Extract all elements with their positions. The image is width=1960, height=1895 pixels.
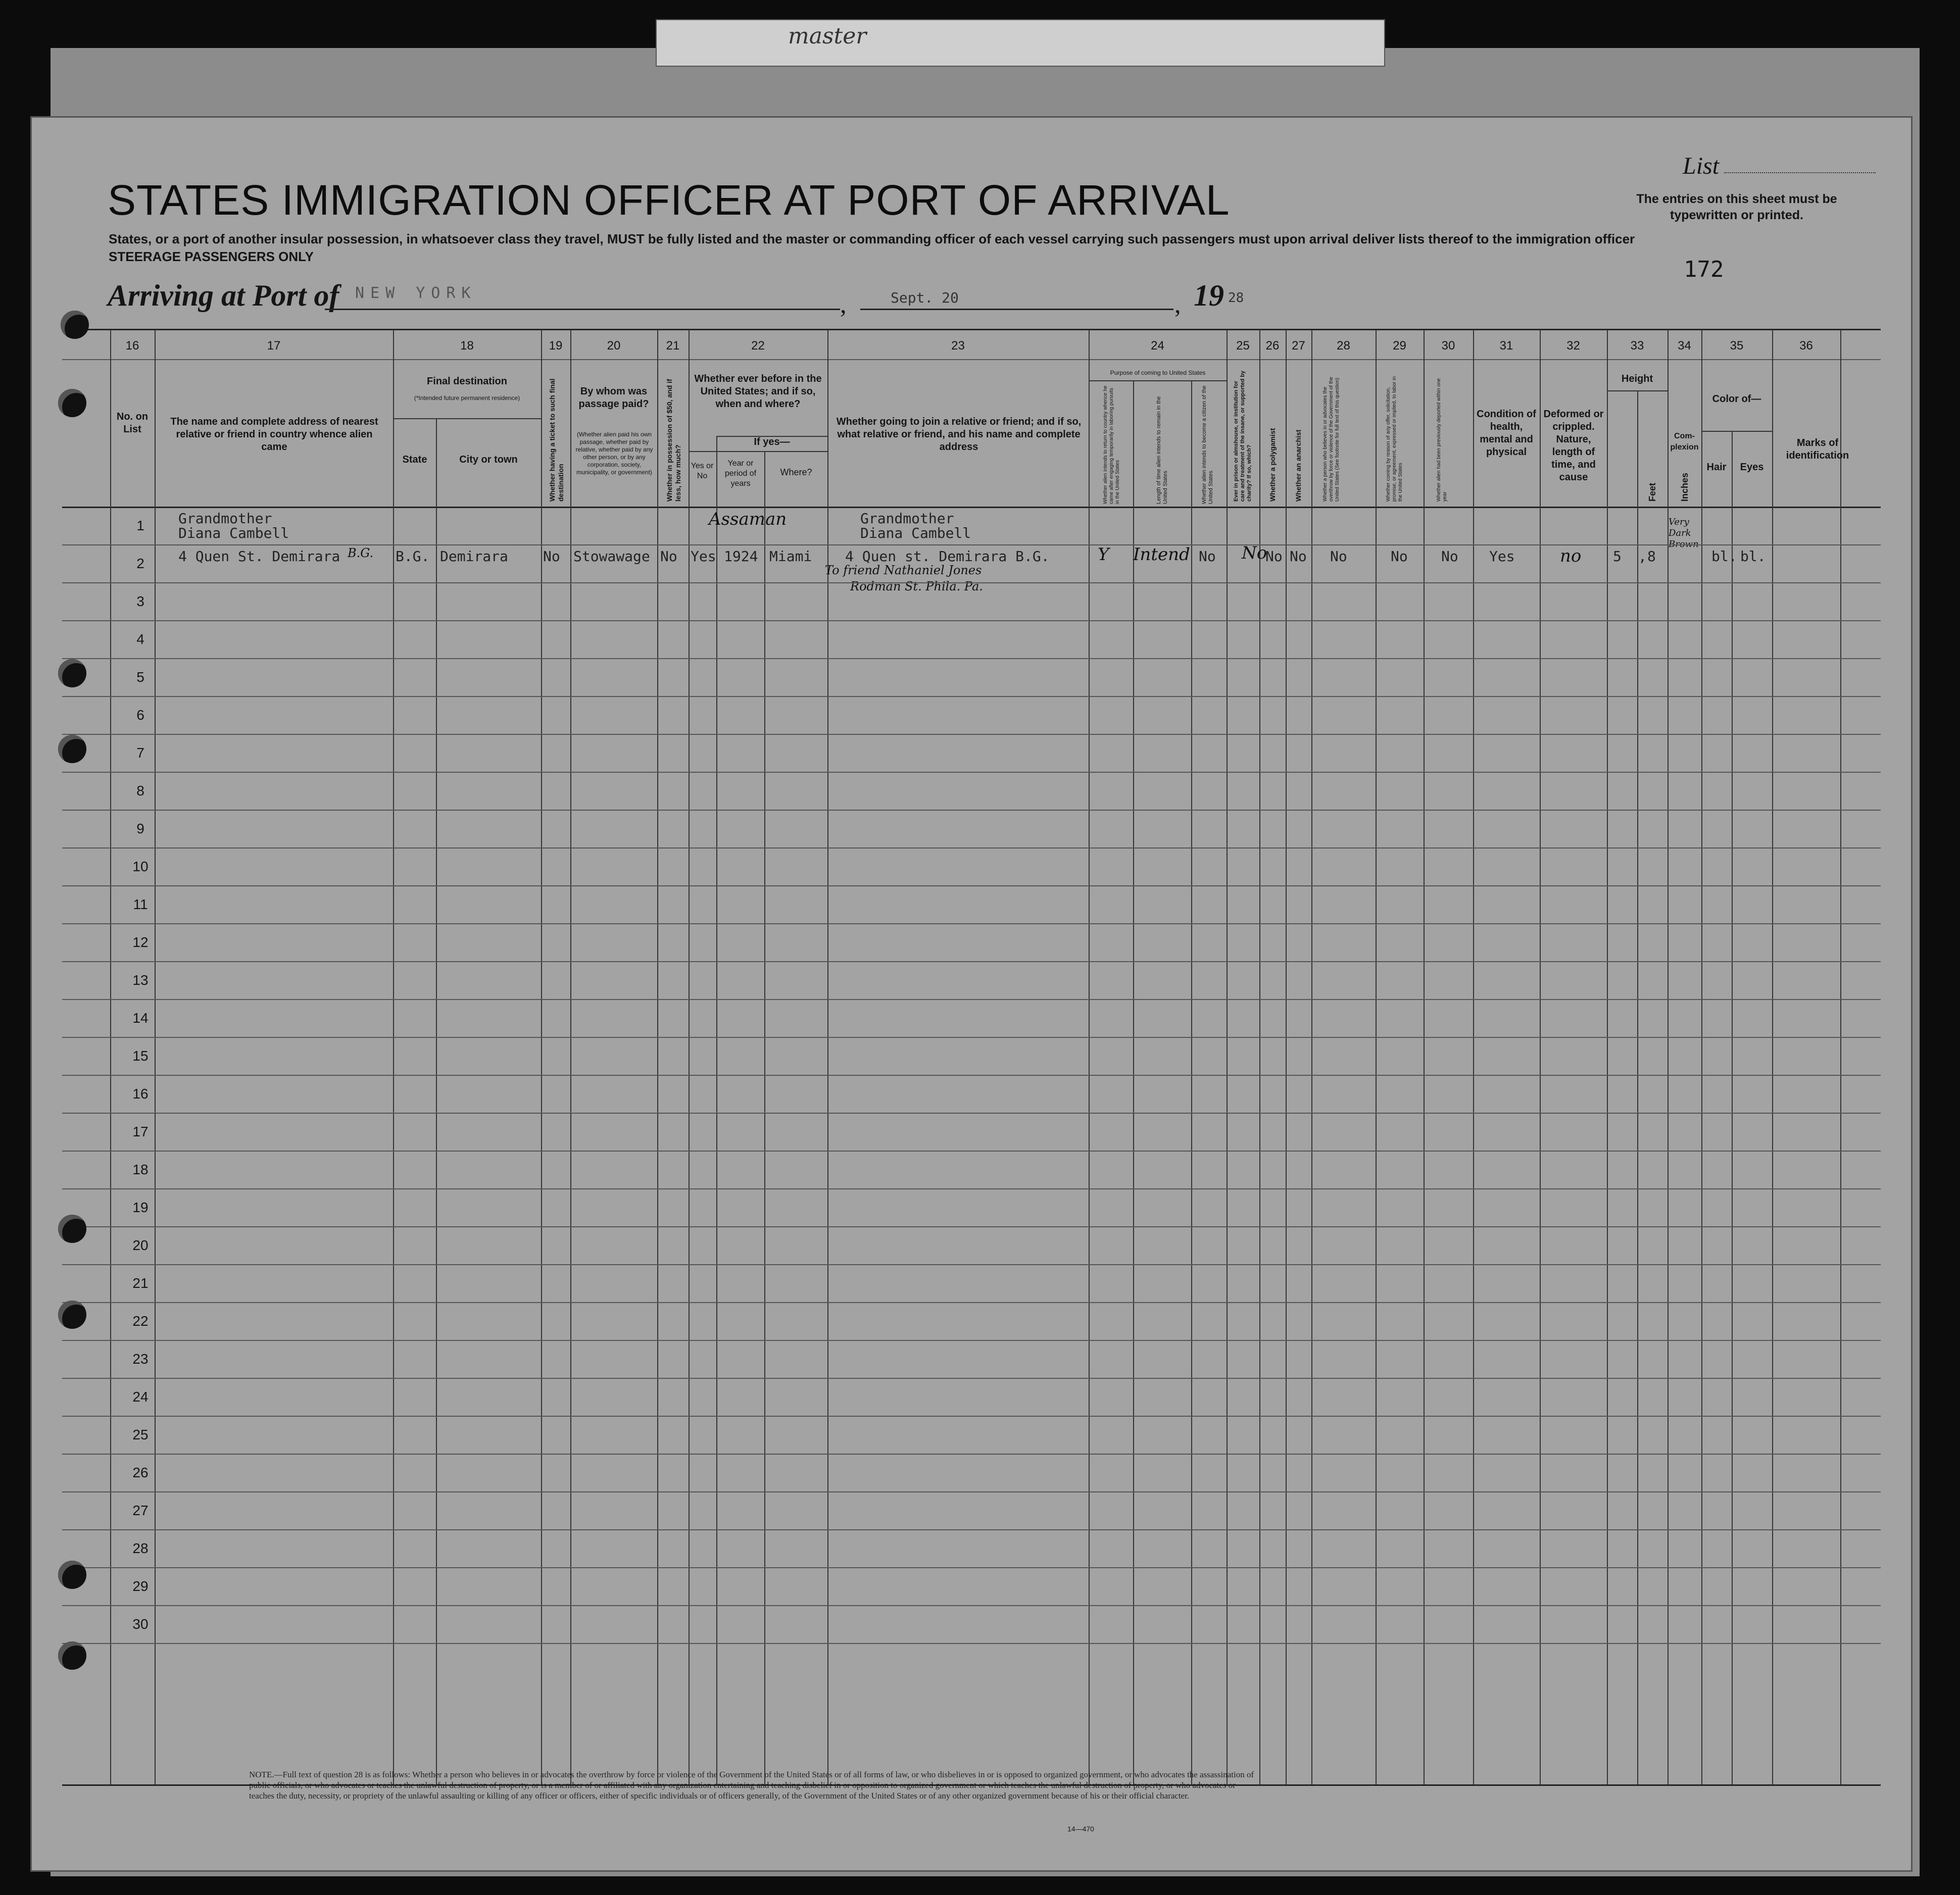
header-deformed: Deformed or crippled. Nature, length of time, and cause — [1543, 409, 1604, 483]
row-rule — [62, 1340, 1881, 1341]
punch-hole — [58, 735, 86, 763]
punch-hole — [58, 659, 86, 687]
header-relative: The name and complete address of nearest relative or friend in country whence alien came — [170, 416, 378, 453]
col-number: 31 — [1499, 339, 1513, 353]
header-q28: Whether a person who believes in or advocates the overthrow by force or violence of the Government of the United States (See footnote for full text of this question) — [1322, 377, 1340, 502]
row-number: 10 — [132, 859, 149, 874]
col-line — [1607, 330, 1608, 1784]
subtitle: States, or a port of another insular possession, in whatsoever class they travel, MUST be fully listed and the master or commanding officer of each vessel carrying such passengers must upon arrival deliver lists thereof to the immigration officer — [109, 231, 1635, 246]
col-line — [1286, 330, 1287, 1784]
row-rule — [62, 582, 1881, 583]
row-rule — [62, 1491, 1881, 1492]
year-prefix: 19 — [1194, 279, 1224, 312]
col-line — [1424, 330, 1425, 1784]
col-line — [827, 330, 828, 1784]
row-rule — [62, 1226, 1881, 1227]
entry-q30: No — [1441, 548, 1458, 565]
header-hair: Hair — [1706, 462, 1727, 473]
header-yes-no: Yes or No — [691, 462, 714, 480]
header-inches: Inches — [1680, 472, 1690, 502]
row-number: 15 — [132, 1048, 149, 1064]
comma: , — [1174, 290, 1181, 318]
col-line — [436, 418, 437, 1784]
row-rule — [62, 620, 1881, 621]
entries-note: The entries on this sheet must be typewritten or printed. — [1636, 192, 1837, 222]
row-number: 14 — [132, 1010, 149, 1026]
entry-passage-paid: Stowawage — [573, 548, 650, 565]
header-bottom-rule — [62, 507, 1881, 508]
col-number: 33 — [1630, 339, 1644, 353]
col-number: 24 — [1151, 339, 1164, 353]
row-rule — [62, 1302, 1881, 1303]
row-number: 27 — [132, 1503, 149, 1518]
header-if-yes: If yes— — [754, 436, 790, 447]
col-line — [764, 451, 765, 1784]
header-state: State — [402, 454, 427, 465]
date-value: Sept. 20 — [891, 289, 959, 306]
row-number: 26 — [132, 1465, 149, 1480]
row-rule — [62, 1188, 1881, 1189]
comma: , — [840, 290, 847, 318]
col-line — [1376, 330, 1377, 1784]
header-return: Whether alien intends to return to country whence he came after engaging temporarily in laboring pursuits in the United States — [1103, 385, 1120, 504]
row-rule — [62, 847, 1881, 849]
class-line: STEERAGE PASSENGERS ONLY — [109, 249, 314, 264]
entry-feet: 5 — [1613, 548, 1622, 565]
col-number: 25 — [1236, 339, 1250, 353]
row-number: 22 — [132, 1313, 149, 1329]
row-rule — [62, 1454, 1881, 1455]
header-q29: Whether coming by reason of any offer, solicitation, promise, or agreement, expressed or implied, to labor in the United States — [1386, 376, 1403, 502]
row-rule — [62, 1643, 1881, 1644]
header-color-of: Color of— — [1712, 393, 1761, 405]
entry-before-in-us: Yes — [691, 548, 716, 565]
entry-where: Miami — [769, 548, 812, 565]
join-type: Grandmother — [860, 510, 954, 527]
entry-comma: , — [1638, 548, 1647, 565]
row-number: 19 — [132, 1200, 149, 1215]
col-line — [1227, 330, 1228, 1784]
col-line — [1540, 330, 1541, 1784]
row-rule — [62, 1416, 1881, 1417]
port-line — [325, 309, 840, 310]
page-title: STATES IMMIGRATION OFFICER AT PORT OF ARRIVAL — [108, 176, 1230, 224]
header-q30: Whether alien had been previously deported within one year — [1436, 378, 1448, 502]
entry-eyes: bl. — [1740, 548, 1766, 565]
col-number: 34 — [1678, 339, 1691, 353]
header-feet: Feet — [1647, 482, 1657, 502]
col-line — [689, 330, 690, 1784]
row-number: 6 — [136, 707, 144, 723]
row-number: 16 — [132, 1086, 149, 1102]
header-money: Whether in possession of $50, and if less, how much? — [665, 379, 682, 502]
col-line — [110, 330, 111, 1784]
col-number: 27 — [1292, 339, 1305, 353]
row-number: 12 — [132, 934, 149, 950]
header-final-destination: Final destination — [427, 376, 507, 387]
header-top-rule — [62, 329, 1881, 330]
col-number: 22 — [751, 339, 765, 353]
row-number: 28 — [132, 1540, 149, 1556]
sub-rule — [1701, 431, 1772, 432]
col-number: 30 — [1441, 339, 1455, 353]
colnum-rule — [62, 359, 1881, 360]
entry-anarchist: No — [1290, 548, 1307, 565]
header-complexion: Com-plexion — [1670, 432, 1699, 452]
row-rule — [62, 810, 1881, 811]
header-passage: By whom was passage paid? — [578, 386, 649, 410]
row-number: 4 — [136, 631, 144, 647]
row-rule — [62, 696, 1881, 697]
col-line — [570, 330, 571, 1784]
entry-citizen: No — [1199, 548, 1216, 565]
col-number: 20 — [607, 339, 621, 353]
relative-address: 4 Quen St. Demirara — [178, 548, 340, 565]
header-join: Whether going to join a relative or friend; and if so, what relative or friend, and his name and complete address — [836, 416, 1082, 453]
col-number: 26 — [1265, 339, 1280, 353]
header-eyes: Eyes — [1740, 462, 1764, 473]
col-number: 18 — [460, 339, 474, 353]
entry-hair: bl. — [1711, 548, 1737, 565]
header-passage-note: (Whether alien paid his own passage, whether paid by relative, whether paid by any other person, or by any corporation, society, municipality, or government) — [575, 431, 653, 476]
row-rule — [62, 772, 1881, 773]
col-number: 23 — [951, 339, 965, 353]
row-rule — [62, 1151, 1881, 1152]
row-number: 8 — [136, 783, 144, 799]
row-rule — [62, 1605, 1881, 1606]
col-line — [1637, 390, 1638, 1784]
row-number: 30 — [132, 1616, 149, 1632]
col-line — [1473, 330, 1474, 1784]
row-number: 24 — [132, 1389, 149, 1405]
col-number: 21 — [666, 339, 680, 353]
col-line — [1191, 380, 1192, 1784]
header-year: Year or period of years — [724, 459, 757, 488]
entry-year: 1924 — [724, 548, 758, 565]
header-ticket: Whether having a ticket to such final destination — [548, 378, 565, 502]
row-number: 9 — [136, 821, 144, 836]
entry-polygamist: No — [1265, 548, 1283, 565]
relative-name: Diana Cambell — [178, 525, 289, 541]
header-height: Height — [1621, 373, 1653, 384]
row-number: 5 — [136, 669, 144, 685]
folder-tab — [656, 19, 1385, 67]
row-rule — [62, 961, 1881, 962]
handwritten-annotation: Assaman — [709, 509, 787, 529]
header-citizen: Whether alien intends to become a citizen of the United States — [1201, 385, 1214, 504]
header-anarchist: Whether an anarchist — [1294, 429, 1302, 502]
header-prison: Ever in prison or almshouse, or institution for care and treatment of the insane, or supported by charity? If so, which? — [1233, 370, 1252, 502]
port-value: NEW YORK — [355, 284, 477, 302]
header-final-destination-note: (*Intended future permanent residence) — [414, 394, 520, 402]
entry-state: B.G. — [396, 548, 430, 565]
col-line — [1732, 431, 1733, 1784]
header-length: Length of time alien intends to remain in the United States — [1156, 396, 1168, 504]
col-number: 29 — [1393, 339, 1406, 353]
entry-health: Yes — [1489, 548, 1515, 565]
row-number: 20 — [132, 1237, 149, 1253]
row-number: 7 — [136, 745, 144, 761]
row-number: 29 — [132, 1578, 149, 1594]
entry-deformed: no — [1560, 546, 1582, 566]
tab-handwritten-note: master — [788, 23, 867, 49]
row-rule — [62, 1113, 1881, 1114]
entry-q29: No — [1391, 548, 1408, 565]
row-rule — [62, 734, 1881, 735]
header-purpose: Purpose of coming to United States — [1110, 369, 1206, 376]
col-line — [1133, 380, 1134, 1784]
col-line — [1840, 330, 1841, 1784]
row-rule — [62, 923, 1881, 924]
col-line — [1089, 330, 1090, 1784]
col-number: 19 — [549, 339, 563, 353]
row-rule — [62, 999, 1881, 1000]
row-number: 17 — [132, 1124, 149, 1139]
entry-intends-return: Y — [1098, 544, 1109, 565]
relative-type: Grandmother — [178, 510, 272, 527]
entry-q28: No — [1330, 548, 1347, 565]
col-line — [716, 436, 717, 1784]
row-rule — [62, 1037, 1881, 1038]
punch-hole — [58, 1641, 86, 1670]
row-rule — [62, 885, 1881, 886]
join-name: Diana Cambell — [860, 525, 971, 541]
row-number: 3 — [136, 593, 144, 609]
col-number: 28 — [1337, 339, 1350, 353]
row-number: 2 — [136, 556, 144, 571]
header-marks: Marks of identification — [1786, 437, 1849, 461]
header-city: City or town — [459, 454, 518, 465]
entry-inches: 8 — [1647, 548, 1656, 565]
punch-hole — [61, 311, 89, 339]
col-line — [657, 330, 658, 1784]
sub-rule — [393, 418, 541, 419]
col-number: 17 — [267, 339, 281, 353]
list-number-line — [1724, 172, 1876, 173]
row-rule — [62, 658, 1881, 659]
list-number: 172 — [1684, 257, 1724, 282]
entry-city: Demirara — [440, 548, 508, 565]
relative-address-handwritten: B.G. — [348, 546, 374, 560]
entry-ticket: No — [543, 548, 560, 565]
row-rule — [62, 1378, 1881, 1379]
year-suffix: 28 — [1228, 290, 1244, 306]
header-before-in-us: Whether ever before in the United States; and if so, when and where? — [694, 373, 822, 410]
arriving-label: Arriving at Port of — [108, 279, 339, 312]
entry-prison: No — [1242, 543, 1267, 563]
col-line — [393, 330, 394, 1784]
row-number: 11 — [133, 896, 148, 912]
col-number: 36 — [1799, 339, 1813, 353]
header-health: Condition of health, mental and physical — [1477, 409, 1536, 458]
row-number: 25 — [132, 1427, 149, 1442]
entry-money: No — [660, 548, 677, 565]
punch-hole — [58, 1215, 86, 1243]
date-line — [860, 309, 1173, 310]
punch-hole — [58, 1561, 86, 1589]
row-rule — [62, 544, 1881, 545]
row-number: 13 — [132, 972, 149, 988]
col-line — [1701, 330, 1702, 1784]
sub-rule — [1089, 380, 1227, 381]
punch-hole — [58, 1301, 86, 1329]
col-number: 16 — [125, 339, 139, 353]
footnote: NOTE.—Full text of question 28 is as follows: Whether a person who believes in or advocates the overthrow by force or violence of the Government of the United States or of all forms of law, or who disbelieves in or is opposed to organized government, or who advocates the assassination of public officials, or who advocates or teaches the unlawful destruction of property, or is a member of or affiliated with any organization entertaining and teaching disbelief in or opposition to organized government or which teaches the unlawful destruction of property, or who advocates or teaches the duty, necessity, or propriety of the unlawful assaulting or killing of any officer or officers, either of specific individuals or of officers generally, of the Government of the United States or of any other organized government because of his or their official character. — [249, 1770, 1254, 1801]
row-rule — [62, 1529, 1881, 1530]
header-no-on-list: No. on List — [116, 411, 149, 435]
row-number: 23 — [132, 1351, 149, 1367]
row-number: 18 — [132, 1162, 149, 1177]
row-number: 21 — [132, 1275, 149, 1291]
sub-rule — [689, 451, 827, 452]
col-line — [1311, 330, 1312, 1784]
col-line — [1772, 330, 1773, 1784]
col-number: 35 — [1730, 339, 1744, 353]
list-label: List — [1683, 153, 1720, 179]
row-rule — [62, 1075, 1881, 1076]
form-number: 14—470 — [1067, 1825, 1094, 1833]
sub-rule — [1607, 390, 1668, 391]
row-number: 1 — [136, 518, 144, 533]
row-rule — [62, 1567, 1881, 1568]
entry-length-of-stay: Intend — [1133, 544, 1190, 565]
header-polygamist: Whether a polygamist — [1268, 428, 1277, 502]
header-where: Where? — [780, 467, 812, 477]
join-address: 4 Quen st. Demirara B.G. — [845, 548, 1050, 565]
join-handwritten-2: Rodman St. Phila. Pa. — [850, 579, 983, 593]
row-rule — [62, 1264, 1881, 1265]
manifest-sheet — [30, 116, 1913, 1872]
punch-hole — [58, 389, 86, 417]
join-handwritten-1: To friend Nathaniel Jones — [825, 563, 982, 577]
col-number: 32 — [1566, 339, 1580, 353]
entry-complexion-hand: Very Dark Brown — [1669, 517, 1699, 550]
col-line — [541, 330, 542, 1784]
